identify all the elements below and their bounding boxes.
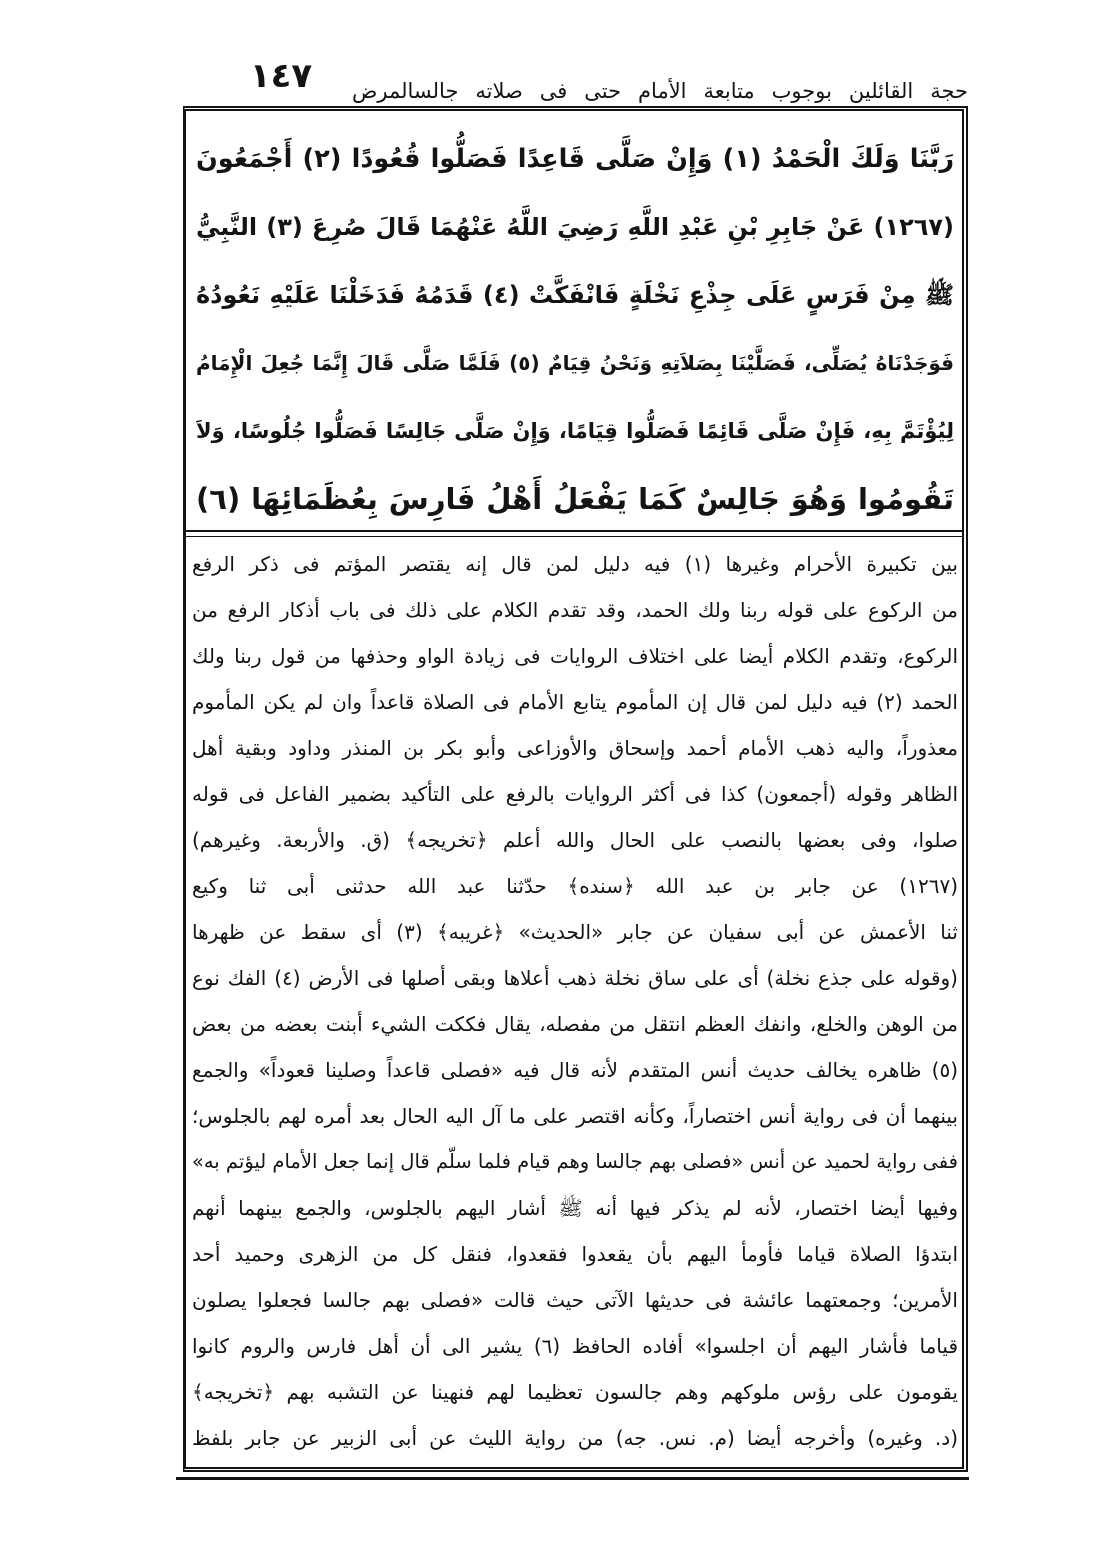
- commentary-line: يقومون على رؤس ملوكهم وهم جالسون تعظيما لهم فنهينا عن التشبه بهم ﴿تخريجه﴾: [192, 1380, 958, 1404]
- commentary-line: ثنا الأعمش عن أبى سفيان عن جابر «الحديث» ﴿غريبه﴾ (٣) أى سقط عن ظهرها: [192, 920, 958, 944]
- hadith-line: فَوَجَدْنَاهُ يُصَلِّى، فَصَلَّيْنَا بِصَلاَتِهِ وَنَحْنُ قِيَامٌ (٥) فَلَمَّا صَلَّى قَالَ إِنَّمَا جُعِلَ الْإِمَامُ: [196, 351, 954, 375]
- hadith-line: رَبَّنَا وَلَكَ الْحَمْدُ (١) وَإِنْ صَلَّى قَاعِدًا فَصَلُّوا قُعُودًا (٢) أَجْمَعُونَ: [196, 144, 954, 174]
- commentary-line: من الوهن والخلع، وانفك العظم انتقل من مفصله، يقال فككت الشيء أبنت بعضه من بعض: [192, 1012, 958, 1036]
- hadith-text: [196, 125, 954, 533]
- commentary-line: الأمرين؛ وجمعتهما عائشة فى حديثها الآتى حيث قالت «فصلى بهم جالسا فجعلوا يصلون: [192, 1288, 958, 1312]
- commentary-line: من الركوع على قوله ربنا ولك الحمد، وقد تقدم الكلام على ذلك فى باب أذكار الرفع من: [192, 598, 958, 622]
- commentary-line: (د. وغيره) وأخرجه أيضا (م. نس. جه) من رواية الليث عن أبى الزبير عن جابر بلفظ: [192, 1426, 958, 1450]
- section-divider: [186, 530, 962, 537]
- commentary-text: [192, 541, 958, 1461]
- commentary-line: بينهما أن فى رواية أنس اختصاراً، وكأنه اقتصر على ما آل اليه الحال بعد أمره لهم بالجلوس؛: [192, 1104, 958, 1128]
- hadith-line: تَقُومُوا وَهُوَ جَالِسٌ كَمَا يَفْعَلُ أَهْلُ فَارِسَ بِعُظَمَائِهَا (٦): [196, 482, 954, 516]
- commentary-line: (١٢٦٧) عن جابر بن عبد الله ﴿سنده﴾ حدّثنا عبد الله حدثنى أبى ثنا وكيع: [192, 874, 958, 898]
- text-frame: [183, 106, 968, 1472]
- hadith-line: ﷺ مِنْ فَرَسٍ عَلَى جِذْعِ نَخْلَةٍ فَانْفَكَّتْ (٤) قَدَمُهُ فَدَخَلْنَا عَلَيْهِ نَعُودُهُ: [196, 281, 954, 309]
- commentary-line: معذوراً، واليه ذهب الأمام أحمد وإسحاق والأوزاعى وأبو بكر بن المنذر وداود وبقية أهل: [192, 736, 958, 760]
- commentary-line: الركوع، وتقدم الكلام أيضا على اختلاف الروايات فى زيادة الواو وحذفها من قول ربنا ولك: [192, 644, 958, 668]
- commentary-line: بين تكبيرة الأحرام وغيرها (١) فيه دليل لمن قال إنه يقتصر المؤتم فى ذكر الرفع: [192, 552, 958, 576]
- hadith-line: (١٢٦٧) عَنْ جَابِرِ بْنِ عَبْدِ اللَّهِ رَضِيَ اللَّهُ عَنْهُمَا قَالَ صُرِعَ (٣) النَّبِيُّ: [196, 213, 954, 241]
- running-title: حجة القائلين بوجوب متابعة الأمام حتى فى صلاته جالسالمرض: [352, 79, 968, 103]
- commentary-line: (٥) ظاهره يخالف حديث أنس المتقدم لأنه قال فيه «فصلى قاعداً وصلينا قعوداً» والجمع: [192, 1058, 958, 1082]
- commentary-line: ففى رواية لحميد عن أنس «فصلى بهم جالسا وهم قيام فلما سلّم قال إنما جعل الأمام ليؤتم به»: [192, 1150, 958, 1173]
- hadith-line: لِيُؤْتَمَّ بِهِ، فَإِنْ صَلَّى قَائِمًا فَصَلُّوا قِيَامًا، وَإِنْ صَلَّى جَالِسًا فَصَلُّوا جُلُوسًا، وَلاَ: [196, 419, 954, 443]
- commentary-line: ابتدؤا الصلاة قياما فأومأ اليهم بأن يقعدوا فقعدوا، فنقل كل من الزهرى وحميد أحد: [192, 1242, 958, 1266]
- commentary-line: الظاهر وقوله (أجمعون) كذا فى أكثر الروايات بالرفع على التأكيد بضمير الفاعل فى قوله: [192, 782, 958, 806]
- commentary-line: الحمد (٢) فيه دليل لمن قال إن المأموم يتابع الأمام فى الصلاة قاعداً وان لم يكن المأموم: [192, 690, 958, 714]
- commentary-line: (وقوله على جذع نخلة) أى على ساق نخلة ذهب أعلاها وبقى أصلها فى الأرض (٤) الفك نوع: [192, 966, 958, 990]
- bottom-rule: [176, 1477, 969, 1480]
- commentary-line: صلوا، وفى بعضها بالنصب على الحال والله أعلم ﴿تخريجه﴾ (ق. والأربعة. وغيرهم): [192, 828, 958, 852]
- page-number: ١٤٧: [249, 56, 313, 96]
- commentary-line: وفيها أيضا اختصار، لأنه لم يذكر فيها أنه ﷺ أشار اليهم بالجلوس، والجمع بينهما أنهم: [192, 1196, 958, 1220]
- commentary-line: قياما فأشار اليهم أن اجلسوا» أفاده الحافظ (٦) يشير الى أن أهل فارس والروم كانوا: [192, 1334, 958, 1358]
